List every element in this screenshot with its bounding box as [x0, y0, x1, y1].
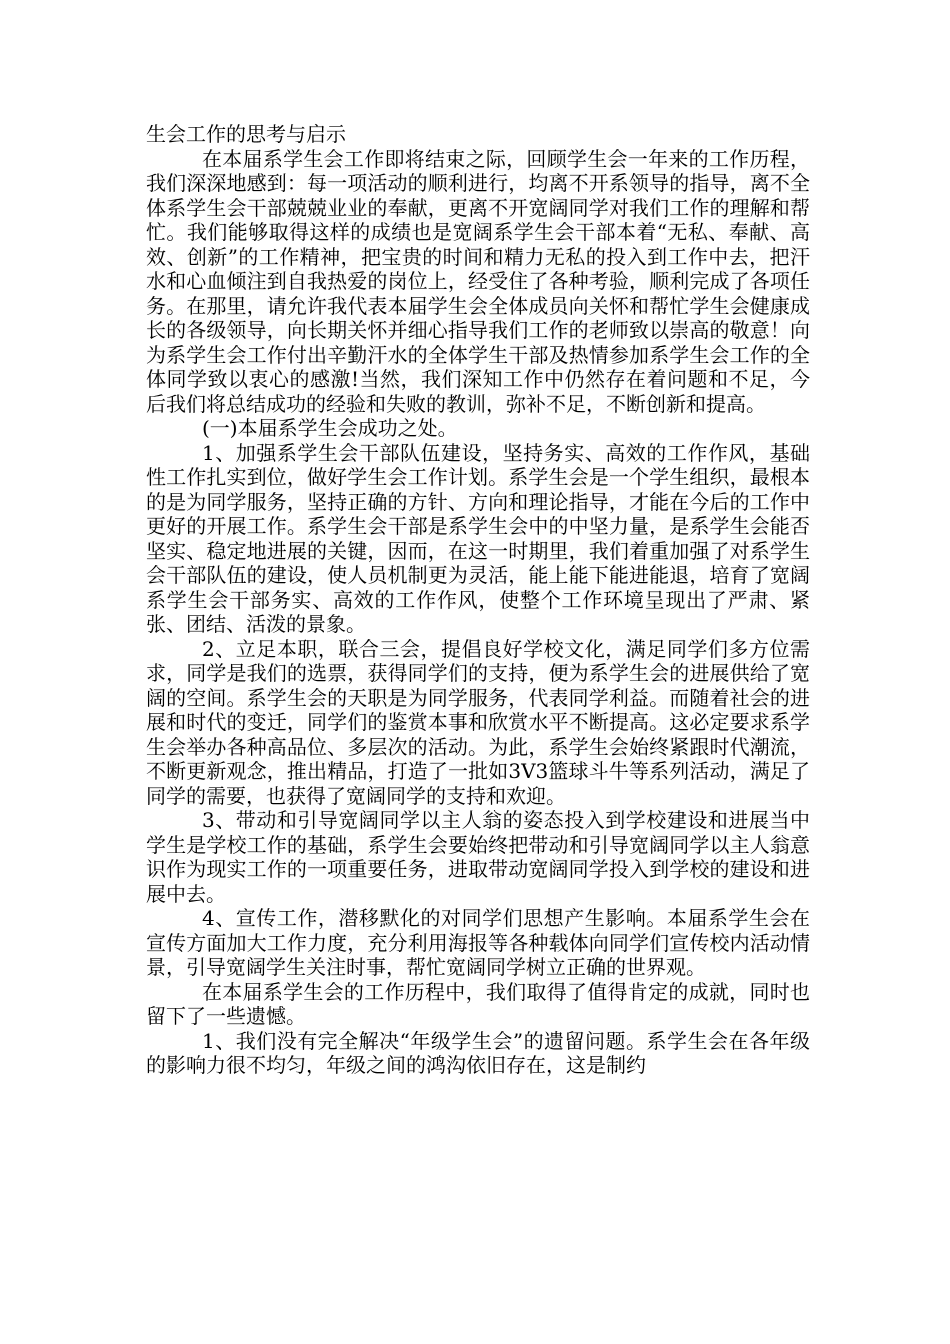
- paragraph-regrets-intro: 在本届系学生会的工作历程中，我们取得了值得肯定的成就，同时也留下了一些遗憾。: [146, 979, 810, 1028]
- document-title: 生会工作的思考与启示: [146, 122, 346, 146]
- document-page: [146, 122, 810, 1078]
- section-heading-successes: (一)本届系学生会成功之处。: [202, 416, 458, 440]
- paragraph-item-4: 4、宣传工作，潜移默化的对同学们思想产生影响。本届系学生会在宣传方面加大工作力度，充分利用海报等各种载体向同学们宣传校内活动情景，引导宽阔学生关注时事，帮忙宽阔同学树立正确的世界观。: [146, 906, 810, 979]
- paragraph-intro: 在本届系学生会工作即将结束之际，回顾学生会一年来的工作历程，我们深深地感到：每一项活动的顺利进行，均离不开系领导的指导，离不全体系学生会干部兢兢业业的奉献，更离不开宽阔同学对我们工作的理解和帮忙。我们能够取得这样的成绩也是宽阔系学生会干部本着“无私、奉献、高效、创新”的工作精神，把宝贵的时间和精力无私的投入到工作中去，把汗水和心血倾注到自我热爱的岗位上，经受住了各种考验，顺利完成了各项任务。在那里，请允许我代表本届学生会全体成员向关怀和帮忙学生会健康成长的各级领导，向长期关怀并细心指导我们工作的老师致以崇高的敬意！向为系学生会工作付出辛勤汗水的全体学生干部及热情参加系学生会工作的全体同学致以衷心的感激!当然，我们深知工作中仍然存在着问题和不足，今后我们将总结成功的经验和失败的教训，弥补不足，不断创新和提高。: [146, 146, 810, 416]
- paragraph-item-2: 2、立足本职，联合三会，提倡良好学校文化，满足同学们多方位需求，同学是我们的选票，获得同学们的支持，便为系学生会的进展供给了宽阔的空间。系学生会的天职是为同学服务，代表同学利益。而随着社会的进展和时代的变迁，同学们的鉴赏本事和欣赏水平不断提高。这必定要求系学生会举办各种高品位、多层次的活动。为此，系学生会始终紧跟时代潮流，不断更新观念，推出精品，打造了一批如3V3篮球斗牛等系列活动，满足了同学的需要，也获得了宽阔同学的支持和欢迎。: [146, 636, 810, 808]
- paragraph-item-1: 1、加强系学生会干部队伍建设，坚持务实、高效的工作作风，基础性工作扎实到位，做好学生会工作计划。系学生会是一个学生组织，最根本的是为同学服务，坚持正确的方针、方向和理论指导，才能在今后的工作中更好的开展工作。系学生会干部是系学生会中的中坚力量，是系学生会能否坚实、稳定地进展的关键，因而，在这一时期里，我们着重加强了对系学生会干部队伍的建设，使人员机制更为灵活，能上能下能进能退，培育了宽阔系学生会干部务实、高效的工作作风，使整个工作环境呈现出了严肃、紧张、团结、活泼的景象。: [146, 440, 810, 636]
- paragraph-regret-1: 1、我们没有完全解决“年级学生会”的遗留问题。系学生会在各年级的影响力很不均匀，年级之间的鸿沟依旧存在，这是制约: [146, 1028, 810, 1077]
- paragraph-item-3: 3、带动和引导宽阔同学以主人翁的姿态投入到学校建设和进展当中学生是学校工作的基础，系学生会要始终把带动和引导宽阔同学以主人翁意识作为现实工作的一项重要任务，进取带动宽阔同学投入到学校的建设和进展中去。: [146, 808, 810, 906]
